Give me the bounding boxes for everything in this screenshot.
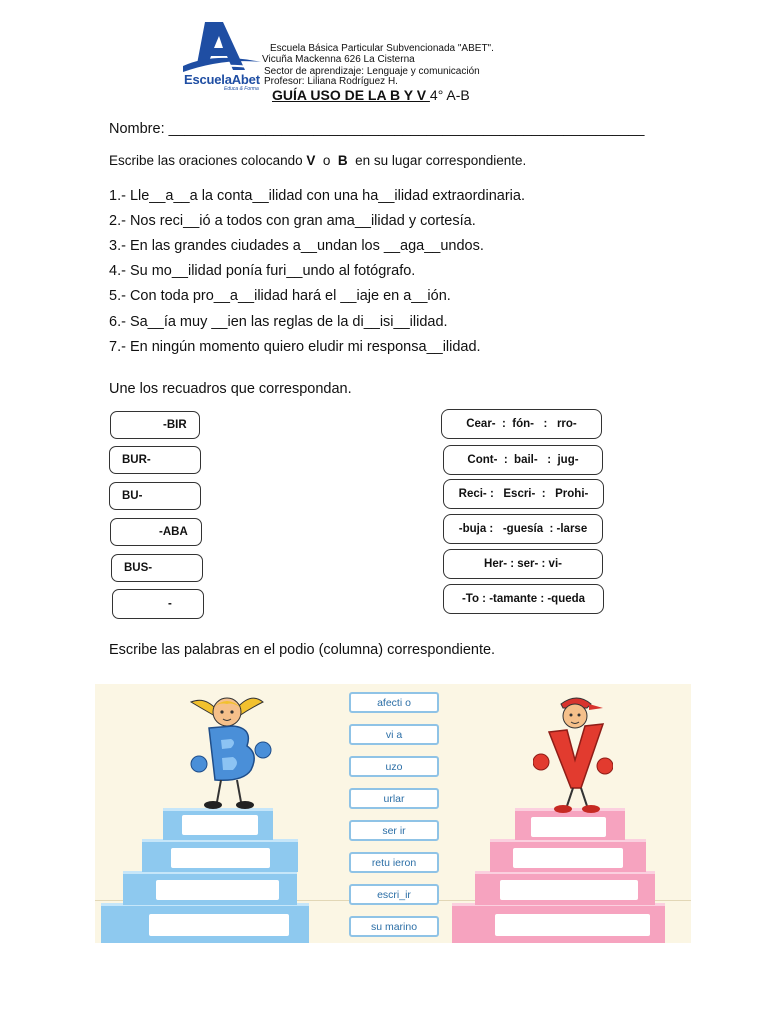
match-left-text: -BIR <box>163 419 187 431</box>
sentence-1: 1.- Lle__a__a la conta__ilidad con una ha__ilidad extraordinaria. <box>109 188 525 204</box>
word-tile[interactable] <box>349 756 439 777</box>
blue-answer-slot[interactable] <box>156 880 279 900</box>
logo-brand-text: EscuelaAbet <box>184 72 260 87</box>
match-left-box[interactable] <box>111 554 203 582</box>
word-tile[interactable] <box>349 724 439 745</box>
instruction-pre: Escribe las oraciones colocando <box>109 153 307 168</box>
match-right-box[interactable] <box>441 409 602 439</box>
word-tile-text: escri_ir <box>377 888 411 901</box>
pink-answer-slot[interactable] <box>500 880 638 900</box>
instruction-podium: Escribe las palabras en el podio (columna) correspondiente. <box>109 642 496 658</box>
word-tile-text: urlar <box>383 792 405 805</box>
instruction-or: o <box>315 153 338 168</box>
worksheet-title <box>272 87 470 103</box>
school-address: Vicuña Mackenna 626 La Cisterna <box>262 54 415 65</box>
word-tile-text: uzo <box>385 760 403 773</box>
match-right-box[interactable] <box>443 549 603 579</box>
grade-label: 4° A-B <box>429 87 470 103</box>
name-field-line[interactable]: Nombre: ___________________________________________________________ <box>109 121 645 137</box>
word-tile-text: su marino <box>370 920 418 933</box>
pink-answer-slot[interactable] <box>531 817 606 837</box>
subject-sector: Sector de aprendizaje: Lenguaje y comunicación <box>264 66 480 77</box>
match-right-text: Reci- : Escri- : Prohi- <box>458 488 589 500</box>
match-left-text: BU- <box>122 490 143 502</box>
sentence-3: 3.- En las grandes ciudades a__undan los __aga__undos. <box>109 238 484 254</box>
logo-tagline: Educa & Forma <box>224 86 259 92</box>
match-right-text: Cont- : bail- : jug- <box>467 454 579 466</box>
sentence-5: 5.- Con toda pro__a__ilidad hará el __iaje en a__ión. <box>109 288 451 304</box>
match-left-box[interactable] <box>110 518 202 546</box>
match-right-text: Her- : ser- : vi- <box>484 558 562 570</box>
instruction-matching: Une los recuadros que correspondan. <box>109 381 352 397</box>
instruction-sentences <box>109 153 526 168</box>
word-tile[interactable] <box>349 820 439 841</box>
blue-answer-slot[interactable] <box>149 914 289 936</box>
match-left-box[interactable] <box>112 589 204 619</box>
match-right-box[interactable] <box>443 445 603 475</box>
match-left-text: BUR- <box>122 454 151 466</box>
sentence-6: 6.- Sa__ía muy __ien las reglas de la di__isi__ilidad. <box>109 314 448 330</box>
match-left-box[interactable] <box>109 446 201 474</box>
sentence-4: 4.- Su mo__ilidad ponía furi__undo al fotógrafo. <box>109 263 416 279</box>
match-left-text: BUS- <box>124 562 153 574</box>
match-right-text: -buja : -guesía : -larse <box>458 523 588 535</box>
blue-answer-slot[interactable] <box>171 848 270 868</box>
pink-answer-slot[interactable] <box>513 848 623 868</box>
match-left-text: -ABA <box>159 526 188 538</box>
letter-b: B <box>337 153 348 168</box>
word-tile[interactable] <box>349 916 439 937</box>
match-right-box[interactable] <box>443 584 604 614</box>
blue-answer-slot[interactable] <box>182 815 258 835</box>
instruction-post: en su lugar correspondiente. <box>347 153 527 168</box>
sentence-7: 7.- En ningún momento quiero eludir mi responsa__ilidad. <box>109 339 481 355</box>
teacher-name: Profesor: Liliana Rodríguez H. <box>264 76 398 87</box>
title-text: GUÍA USO DE LA B Y V <box>272 87 430 103</box>
word-tile[interactable] <box>349 884 439 905</box>
letter-v-character <box>533 694 613 816</box>
match-right-box[interactable] <box>443 479 604 509</box>
match-right-text: Cear- : fón- : rro- <box>466 418 577 430</box>
podium-illustration <box>95 684 691 943</box>
word-tile-text: ser ir <box>382 824 406 837</box>
letter-b-character <box>185 688 275 814</box>
word-tile[interactable] <box>349 788 439 809</box>
word-tile[interactable] <box>349 692 439 713</box>
sentence-2: 2.- Nos reci__ió a todos con gran ama__ilidad y cortesía. <box>109 213 476 229</box>
pink-answer-slot[interactable] <box>495 914 650 936</box>
match-right-box[interactable] <box>443 514 603 544</box>
school-name: Escuela Básica Particular Subvencionada "ABET". <box>270 43 494 54</box>
match-right-text: -To : -tamante : -queda <box>461 593 586 605</box>
match-left-box[interactable] <box>110 411 200 439</box>
word-tile[interactable] <box>349 852 439 873</box>
match-left-text: - <box>168 598 172 610</box>
word-tile-text: afecti o <box>377 696 411 709</box>
word-tile-text: vi a <box>385 728 403 741</box>
letter-v: V <box>306 153 316 168</box>
match-left-box[interactable] <box>109 482 201 510</box>
word-tile-text: retu ieron <box>371 856 417 869</box>
